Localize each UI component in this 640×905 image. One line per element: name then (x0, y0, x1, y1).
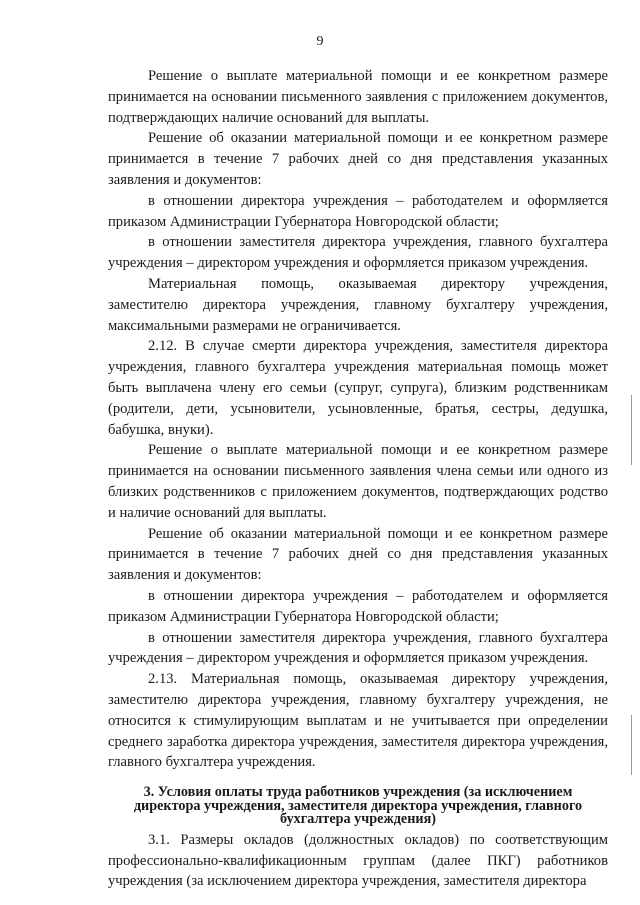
paragraph: в отношении директора учреждения – работодателем и оформляется приказом Администрации Губернатора Новгородской области; (108, 192, 608, 230)
paragraph: Материальная помощь, оказываемая директору учреждения, заместителю директора учреждения, главному бухгалтеру учреждения, максимальными размерами не ограничивается. (108, 275, 608, 334)
paragraph: 2.13. Материальная помощь, оказываемая директору учреждения, заместителю директора учреждения, главному бухгалтеру учреждения, не относится к стимулирующим выплатам и не учитывается при определении среднего заработка директора учреждения, заместителя директора учреждения, главного бухгалтера учреждения. (108, 671, 608, 771)
page-number: 9 (316, 34, 324, 49)
paragraph: Решение об оказании материальной помощи и ее конкретном размере принимается в течение 7 рабочих дней со дня представления указанных заявления и документов: (108, 130, 608, 188)
paragraph: Решение об оказании материальной помощи и ее конкретном размере принимается в течение 7 рабочих дней со дня представления указанных заявления и документов: (108, 525, 608, 584)
section-paragraph: 3.1. Размеры окладов (должностных окладов) по соответствующим профессионально-квалификационным группам (далее ПКГ) работников учреждения (за исключением директора учреждения, заместителя директора (108, 831, 608, 890)
paragraph: в отношении директора учреждения – работодателем и оформляется приказом Администрации Губернатора Новгородской области; (108, 587, 608, 625)
paragraph: в отношении заместителя директора учреждения, главного бухгалтера учреждения – директором учреждения и оформляется приказом учреждения. (108, 234, 608, 272)
scan-edge-mark (631, 715, 632, 775)
paragraph: в отношении заместителя директора учреждения, главного бухгалтера учреждения – директором учреждения и оформляется приказом учреждения. (108, 629, 608, 667)
scan-edge-mark (631, 395, 632, 465)
paragraph: 2.12. В случае смерти директора учреждения, заместителя директора учреждения, главного бухгалтера учреждения материальная помощь может быть выплачена члену его семьи (супруг, супруга), близким родственникам (родители, дети, усыновители, усыновленные, братья, сестры, дедушка, бабушка, внуки). (108, 338, 608, 438)
paragraph: Решение о выплате материальной помощи и ее конкретном размере принимается на основании письменного заявления члена семьи или одного из близких родственников с приложением документов, подтверждающих родство и наличие оснований для выплаты. (108, 442, 608, 521)
paragraph: Решение о выплате материальной помощи и ее конкретном размере принимается на основании письменного заявления с приложением документов, подтверждающих наличие оснований для выплаты. (108, 68, 608, 126)
section-heading: 3. Условия оплаты труда работников учреждения (за исключением директора учреждения, заместителя директора учреждения, главного бухгалтера учреждения) (133, 784, 583, 828)
document-body (108, 66, 608, 892)
